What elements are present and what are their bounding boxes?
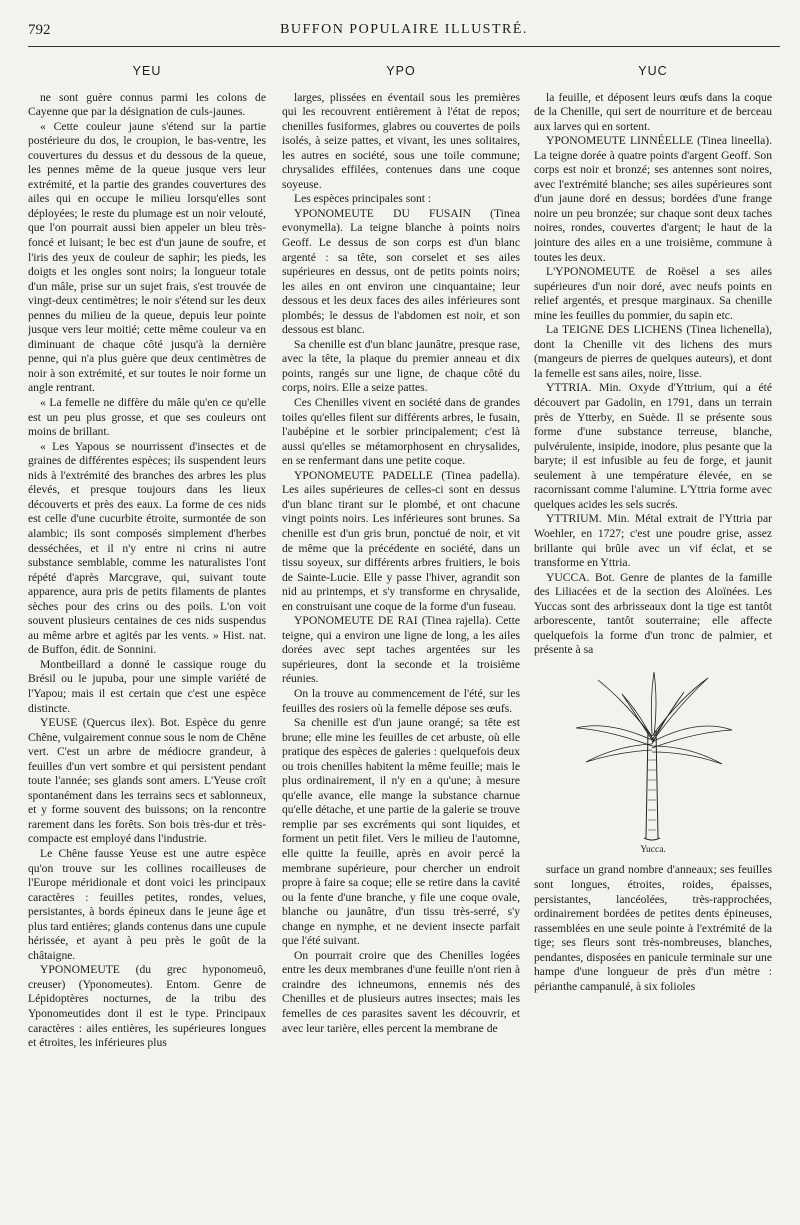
paragraph: YEUSE (Quercus ilex). Bot. Espèce du genre Chêne, vulgairement connue sous le nom de Chêne vert. C'est un arbre de médiocre grandeur, à feuilles d'un vert sombre et qui persistent pendant toute l'année; ses glands sont amers. L'Yeuse croît spontanément dans les terrains secs et sablonneux, et y forme souvent des buissons; on la rencontre rarement dans les forêts. Son bois très-dur et très-compacte est employé dans l'industrie. bbox=[28, 716, 266, 846]
column-3 bbox=[534, 64, 772, 1219]
header-rule bbox=[28, 46, 780, 47]
column-heading: YUC bbox=[638, 64, 668, 78]
paragraph-list bbox=[282, 91, 520, 1037]
paragraph: « La femelle ne diffère du mâle qu'en ce qu'elle est un peu plus grosse, et que ses couleurs ont moins de brillant. bbox=[28, 396, 266, 439]
paragraph: YPONOMEUTE DU FUSAIN (Tinea evonymella). La teigne blanche à points noirs Geoff. Le dessus de son corps est d'un blanc argenté : sa tête, son corselet et ses ailes supérieures en dessus, ont de petits points noirs; les ailes en ont environ une cinquantaine; leur dessous et les deux faces des ailes inférieures sont plombés; le dessus de l'abdomen est noir, et son dessous est blanc. bbox=[282, 206, 520, 337]
running-title: BUFFON POPULAIRE ILLUSTRÉ. bbox=[280, 22, 528, 37]
paragraph: YPONOMEUTE PADELLE (Tinea padella). Les ailes supérieures de celles-ci sont en dessus d'un blanc tirant sur le plombé, et ont chacune vingt points noirs. Les inférieures sont brunes. Sa chenille est d'un gris brun, ponctué de noir, et vit de même que la précédente en société, dans un tissu soyeux, sur différents arbres fruitiers, le bois de Sainte-Lucie. Elle y passe l'hiver, agrandit son nid au printemps, et s'y transforme en chrysalide, en construisant une coque de la forme d'un fuseau. bbox=[282, 468, 520, 613]
column-heading: YEU bbox=[132, 64, 162, 78]
paragraph: On la trouve au commencement de l'été, sur les feuilles des rosiers où la femelle dépose ses œufs. bbox=[282, 686, 520, 715]
paragraph: Le Chêne fausse Yeuse est une autre espèce qu'on trouve sur les collines rocailleuses de l'Europe méridionale et dont voici les principaux caractères : feuilles petites, rondes, velues, persistantes, à bords épineux dans le jeune âge et plus tard entières; glands contenus dans une cupule hérissée, et ayant à peu près le goût de la châtaigne. bbox=[28, 846, 266, 962]
page-number: 792 bbox=[28, 22, 51, 38]
paragraph: YTTRIA. Min. Oxyde d'Yttrium, qui a été découvert par Gadolin, en 1791, dans un terrain près de Ytterby, en Suède. Il se présente sous forme d'une substance terreuse, blanche, pulvérulente, insipide, inodore, plus pesante que la baryte; il est infusible au feu de forge, et jaunit seulement à une température élevée, en se racornissant comme l'alumine. L'Yttria forme avec quelques acides les sels sucrés. bbox=[534, 381, 772, 511]
paragraph: « Cette couleur jaune s'étend sur la partie postérieure du dos, le croupion, le bas-ventre, les couvertures du dessus et du dessous de la queue, les pennes même de la queue jusque vers leur extrémité, et la partie des grandes couvertures des ailes qui en occupe le milieu lorsqu'elles sont déployées; le reste du plumage est un noir velouté, que l'on pourrait aussi bien appeler un bleu très-foncé et luisant; le bec est d'un jaune de soufre, et l'iris des yeux de couleur de saphir; les pieds, les doigts et les ongles sont noirs; la longueur totale d'un mâle, prise sur un sujet frais, s'est trouvée de vingt-deux centimètres; le noir s'étend sur les deux pennes du milieu de la queue, depuis leur pointe jusque vers leur moitié; cette même couleur va en diminuant de chaque côté jusqu'à la dernière penne, qui n'a plus guère que deux centimètres de noir à son extrémité, et sur toutes le noir forme un angle rentrant. bbox=[28, 119, 266, 395]
paragraph: Les espèces principales sont : bbox=[294, 192, 432, 206]
paragraph: Ces Chenilles vivent en société dans de grandes toiles qu'elles filent sur différents arbres, le fusain, l'aubépine et le sorbier principalement; c'est là aussi qu'elles se métamorphosent en chrysalides, en se renfermant dans une petite coque. bbox=[282, 396, 520, 468]
paragraph: YTTRIUM. Min. Métal extrait de l'Yttria par Woehler, en 1727; c'est une poudre grise, assez brillante qui brûle avec un vif éclat, et se transforme en Yttria. bbox=[534, 512, 772, 570]
column-1 bbox=[28, 64, 266, 1219]
paragraph: Sa chenille est d'un blanc jaunâtre, presque rase, avec la tête, la plaque du premier anneau et dix points, rangés sur une ligne, de chaque côté du corps, noirs. Elle a seize pattes. bbox=[282, 337, 520, 395]
paragraph: La TEIGNE DES LICHENS (Tinea lichenella), dont la Chenille vit des lichens des murs (mangeurs de pierres de quelques auteurs), et dont la femelle est sans ailes, noire, lisse. bbox=[534, 323, 772, 380]
paragraph-list bbox=[28, 91, 266, 1051]
paragraph: Montbeillard a donné le cassique rouge du Brésil ou le jupuba, pour une simple variété de l'Yapou; mais il est certain que c'est une espèce distincte. bbox=[28, 657, 266, 715]
paragraph: On pourrait croire que des Chenilles logées entre les deux membranes d'une feuille n'ont rien à craindre des ichneumons, ennemis nés des Chenilles et de plusieurs autres insectes; mais les femelles de ces parasites savent les découvrir, et avec leur tarière, elles percent la membrane de bbox=[282, 948, 520, 1035]
paragraph: L'YPONOMEUTE de Roësel a ses ailes supérieures d'un noir doré, avec neufs points en relief argentés, et presque marginaux. Sa chenille mine les feuilles du pommier, du sapin etc. bbox=[534, 265, 772, 322]
paragraph: YPONOMEUTE LINNÉELLE (Tinea lineella). La teigne dorée à quatre points d'argent Geoff. Son corps est noir et bronzé; ses antennes sont noires, avec l'extrémité blanche; ses ailes supérieures sont d'un jaune doré en dessus; bordées d'une frange noire un peu bronzée; sur chaque sont deux taches noires, rondes, couvertes d'argent; le haut de la jointure des ailes en a une troisième, commune à toutes les deux. bbox=[534, 134, 772, 264]
yucca-illustration bbox=[534, 670, 772, 858]
yucca-plant-drawing bbox=[568, 670, 738, 845]
paragraph: la feuille, et déposent leurs œufs dans la coque de la Chenille, qui sert de nourriture et de berceau aux larves qui en sortent. bbox=[534, 90, 772, 133]
paragraph: YPONOMEUTE (du grec hyponomeuô, creuser) (Yponomeutes). Entom. Genre de Lépidoptères nocturnes, de la tribu des Yponomeutides dont il est le type. Principaux caractères : ailes entières, les supérieures longues et étroites, les inférieures plus bbox=[28, 963, 266, 1050]
paragraph: « Les Yapous se nourrissent d'insectes et de graines de différentes espèces; ils suspendent leurs nids à l'extrémité des branches des arbres les plus élevés, et presque toujours dans les lieux découverts et près des eaux. La forme de ces nids est celle d'une cucurbite étroite, surmontée de son alambic; ils sont composés simplement d'herbes desséchées, et il n'y entre ni crins ni autre substance semblable, comme les naturalistes l'ont répété d'après Marcgrave, qui, suivant toute apparence, aura pris de petits filaments de plantes sèches pour des crins ou des poils. L'on voit souvent plusieurs centaines de ces nids suspendus au même arbre et agités par les vents. » Hist. nat. de Buffon, édit. de Sonnini. bbox=[28, 439, 266, 657]
paragraph: YPONOMEUTE DE RAI (Tinea rajella). Cette teigne, qui a environ une ligne de long, a les ailes dorées avec sept taches argentées sur les supérieures, dont la seconde et la troisième réunies. bbox=[282, 614, 520, 686]
paragraph-list bbox=[534, 91, 772, 658]
column-2 bbox=[282, 64, 520, 1219]
paragraph: surface un grand nombre d'anneaux; ses feuilles sont longues, étroites, roides, épaisses, persistantes, lancéolées, très-rapprochées, ordinairement bordées de petites dents épineuses, rassemblées en une seule pointe à l'extrémité de la tige; ses fleurs sont très-nombreuses, blanches, pendantes, disposées en panicule terminale sur une hampe d'une longueur de près d'un mètre : périanthe campanulé, à six folioles bbox=[534, 863, 772, 993]
figure-caption: Yucca. bbox=[640, 844, 666, 855]
paragraph: ne sont guère connus parmi les colons de Cayenne que par la désignation de culs-jaunes. bbox=[28, 90, 266, 119]
paragraph: larges, plissées en éventail sous les premières qui les recouvrent entièrement à l'état de repos; chenilles fusiformes, glabres ou couvertes de poils isolés, à seize pattes, et vivant, les unes solitaires, les autres en société, sous une toile commune; chrysalides effilées, contenues dans une coque soyeuse. bbox=[282, 90, 520, 191]
column-heading: YPO bbox=[386, 64, 416, 78]
page-header bbox=[28, 20, 780, 46]
paragraph: YUCCA. Bot. Genre de plantes de la famille des Liliacées et de la section des Aloïnées. Les Yuccas sont des arbrisseaux dont la tige est tantôt arborescente, tantôt souterraine; elle affecte quelquefois la forme d'un tronc de palmier, et présente à sa bbox=[534, 570, 772, 657]
paragraph: Sa chenille est d'un jaune orangé; sa tête est brune; elle mine les feuilles de cet arbuste, où elle pratique des espèces de galeries : quelquefois deux ou trois chenilles habitent la même feuille; mais le plus ordinairement, il n'y en a qu'une; à mesure qu'elle avance, elle mange la substance charnue qu'elle détache, et une partie de la galerie se trouve remplie par ses excréments qui sont liquides, et forment un petit filet. Vers le milieu de l'automne, elle quitte la feuille, après en avoir percé la membrane supérieure, pour chercher un endroit propre à faire sa coque; elle se retire dans la cavité ou la fente d'une branche, y file une coque ovale, blanche ou jaunâtre, d'un tissu très-serré, s'y change en nymphe, et ne devient insecte parfait que l'été suivant. bbox=[282, 716, 520, 948]
paragraph-list bbox=[534, 863, 772, 994]
